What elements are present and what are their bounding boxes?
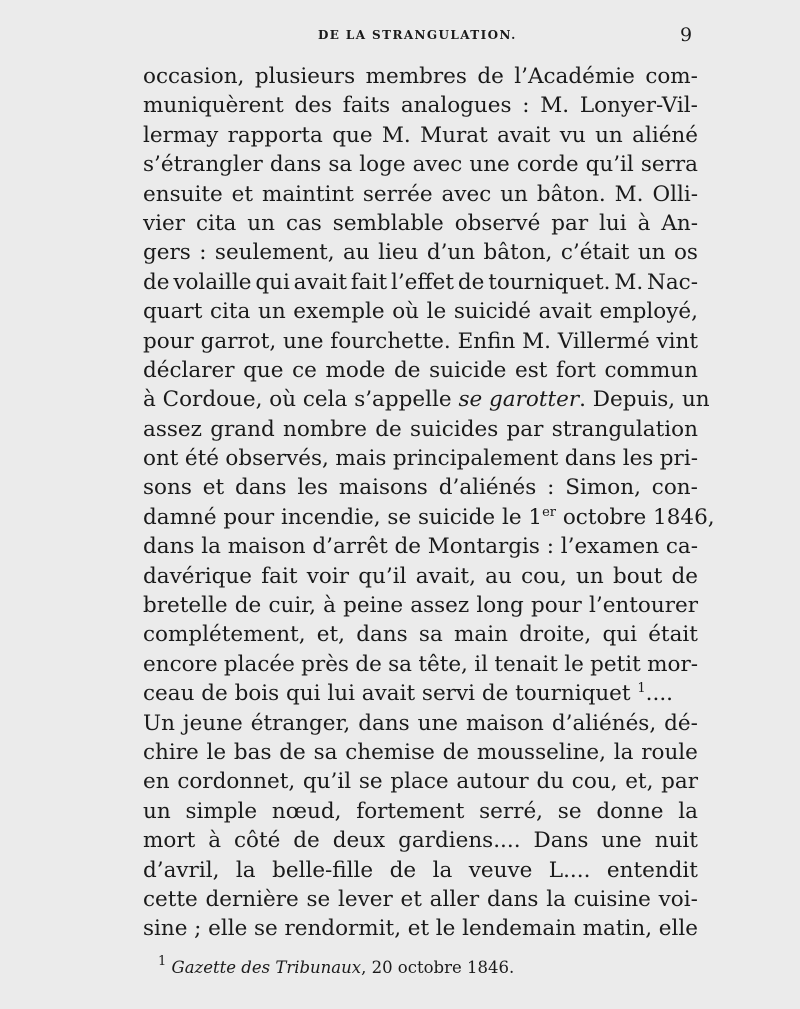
footnote — [158, 954, 515, 977]
text-line: cette dernière se lever et aller dans la cuisine voi- — [143, 886, 698, 912]
running-title: DE LA STRANGULATION. — [318, 28, 517, 42]
text-line: s’étrangler dans sa loge avec une corde qu’il serra — [143, 152, 698, 178]
text-line: ont été observés, mais principalement dans les pri- — [143, 446, 698, 472]
text-line: de volaille qui avait fait l’effet de tourniquet. M. Nac- — [143, 269, 698, 295]
text-line: assez grand nombre de suicides par strangulation — [143, 416, 698, 442]
page-number: 9 — [680, 24, 693, 46]
text-line: sine ; elle se rendormit, et le lendemain matin, elle — [143, 916, 698, 942]
running-head — [0, 24, 800, 48]
text-line: sons et dans les maisons d’aliénés : Simon, con- — [143, 475, 698, 501]
text-line: d’avril, la belle-fille de la veuve L.... entendit — [143, 857, 698, 883]
body-text — [143, 62, 715, 944]
text-line: lermay rapporta que M. Murat avait vu un aliéné — [143, 122, 698, 148]
italic-term: se garotter — [458, 387, 580, 413]
text-line: mort à côté de deux gardiens.... Dans une nuit — [143, 828, 698, 854]
text-line: occasion, plusieurs membres de l’Académie com- — [143, 64, 698, 89]
text-line: ensuite et maintint serrée avec un bâton. M. Olli- — [143, 181, 698, 207]
text-line: gers : seulement, au lieu d’un bâton, c’était un os — [143, 240, 698, 266]
text-line: vier cita un cas semblable observé par lui à An- — [143, 210, 698, 236]
text-line: déclarer que ce mode de suicide est fort commun — [143, 357, 698, 383]
text-line: complétement, et, dans sa main droite, qui était — [143, 622, 698, 648]
footnote-date: , 20 octobre 1846. — [361, 958, 515, 977]
text-line: ceau de bois qui lui avait servi de tourniquet $^1$.... — [143, 681, 674, 707]
text-line: quart cita un exemple où le suicidé avait employé, — [143, 299, 698, 325]
text-line: à Cordoue, où cela s’appelle se garotter. Depuis, un — [143, 387, 710, 413]
footnote-source: Gazette des Tribunaux — [171, 958, 362, 977]
text-line: muniquèrent des faits analogues : M. Lonyer-Vil- — [143, 93, 698, 119]
footnote-marker: 1 — [158, 954, 167, 969]
text-line: pour garrot, une fourchette. Enfin M. Villermé vint — [143, 328, 698, 354]
text-line: encore placée près de sa tête, il tenait le petit mor- — [143, 651, 698, 677]
text-line: un simple nœud, fortement serré, se donne la — [143, 798, 698, 824]
text-line: davérique fait voir qu’il avait, au cou, un bout de — [143, 563, 698, 589]
text-line: damné pour incendie, se suicide le 1er octobre 1846, — [143, 504, 715, 530]
text-line: chire le bas de sa chemise de mousseline, la roule — [143, 739, 698, 765]
ordinal-superscript: er — [542, 504, 557, 520]
footnote-ref[interactable]: 1 — [637, 681, 646, 697]
text-line: bretelle de cuir, à peine assez long pour l’entourer — [143, 593, 698, 619]
text-line: en cordonnet, qu’il se place autour du cou, et, par — [143, 769, 698, 795]
text-line: dans la maison d’arrêt de Montargis : l’examen ca- — [143, 534, 698, 560]
text-line: Un jeune étranger, dans une maison d’aliénés, dé- — [143, 710, 698, 736]
